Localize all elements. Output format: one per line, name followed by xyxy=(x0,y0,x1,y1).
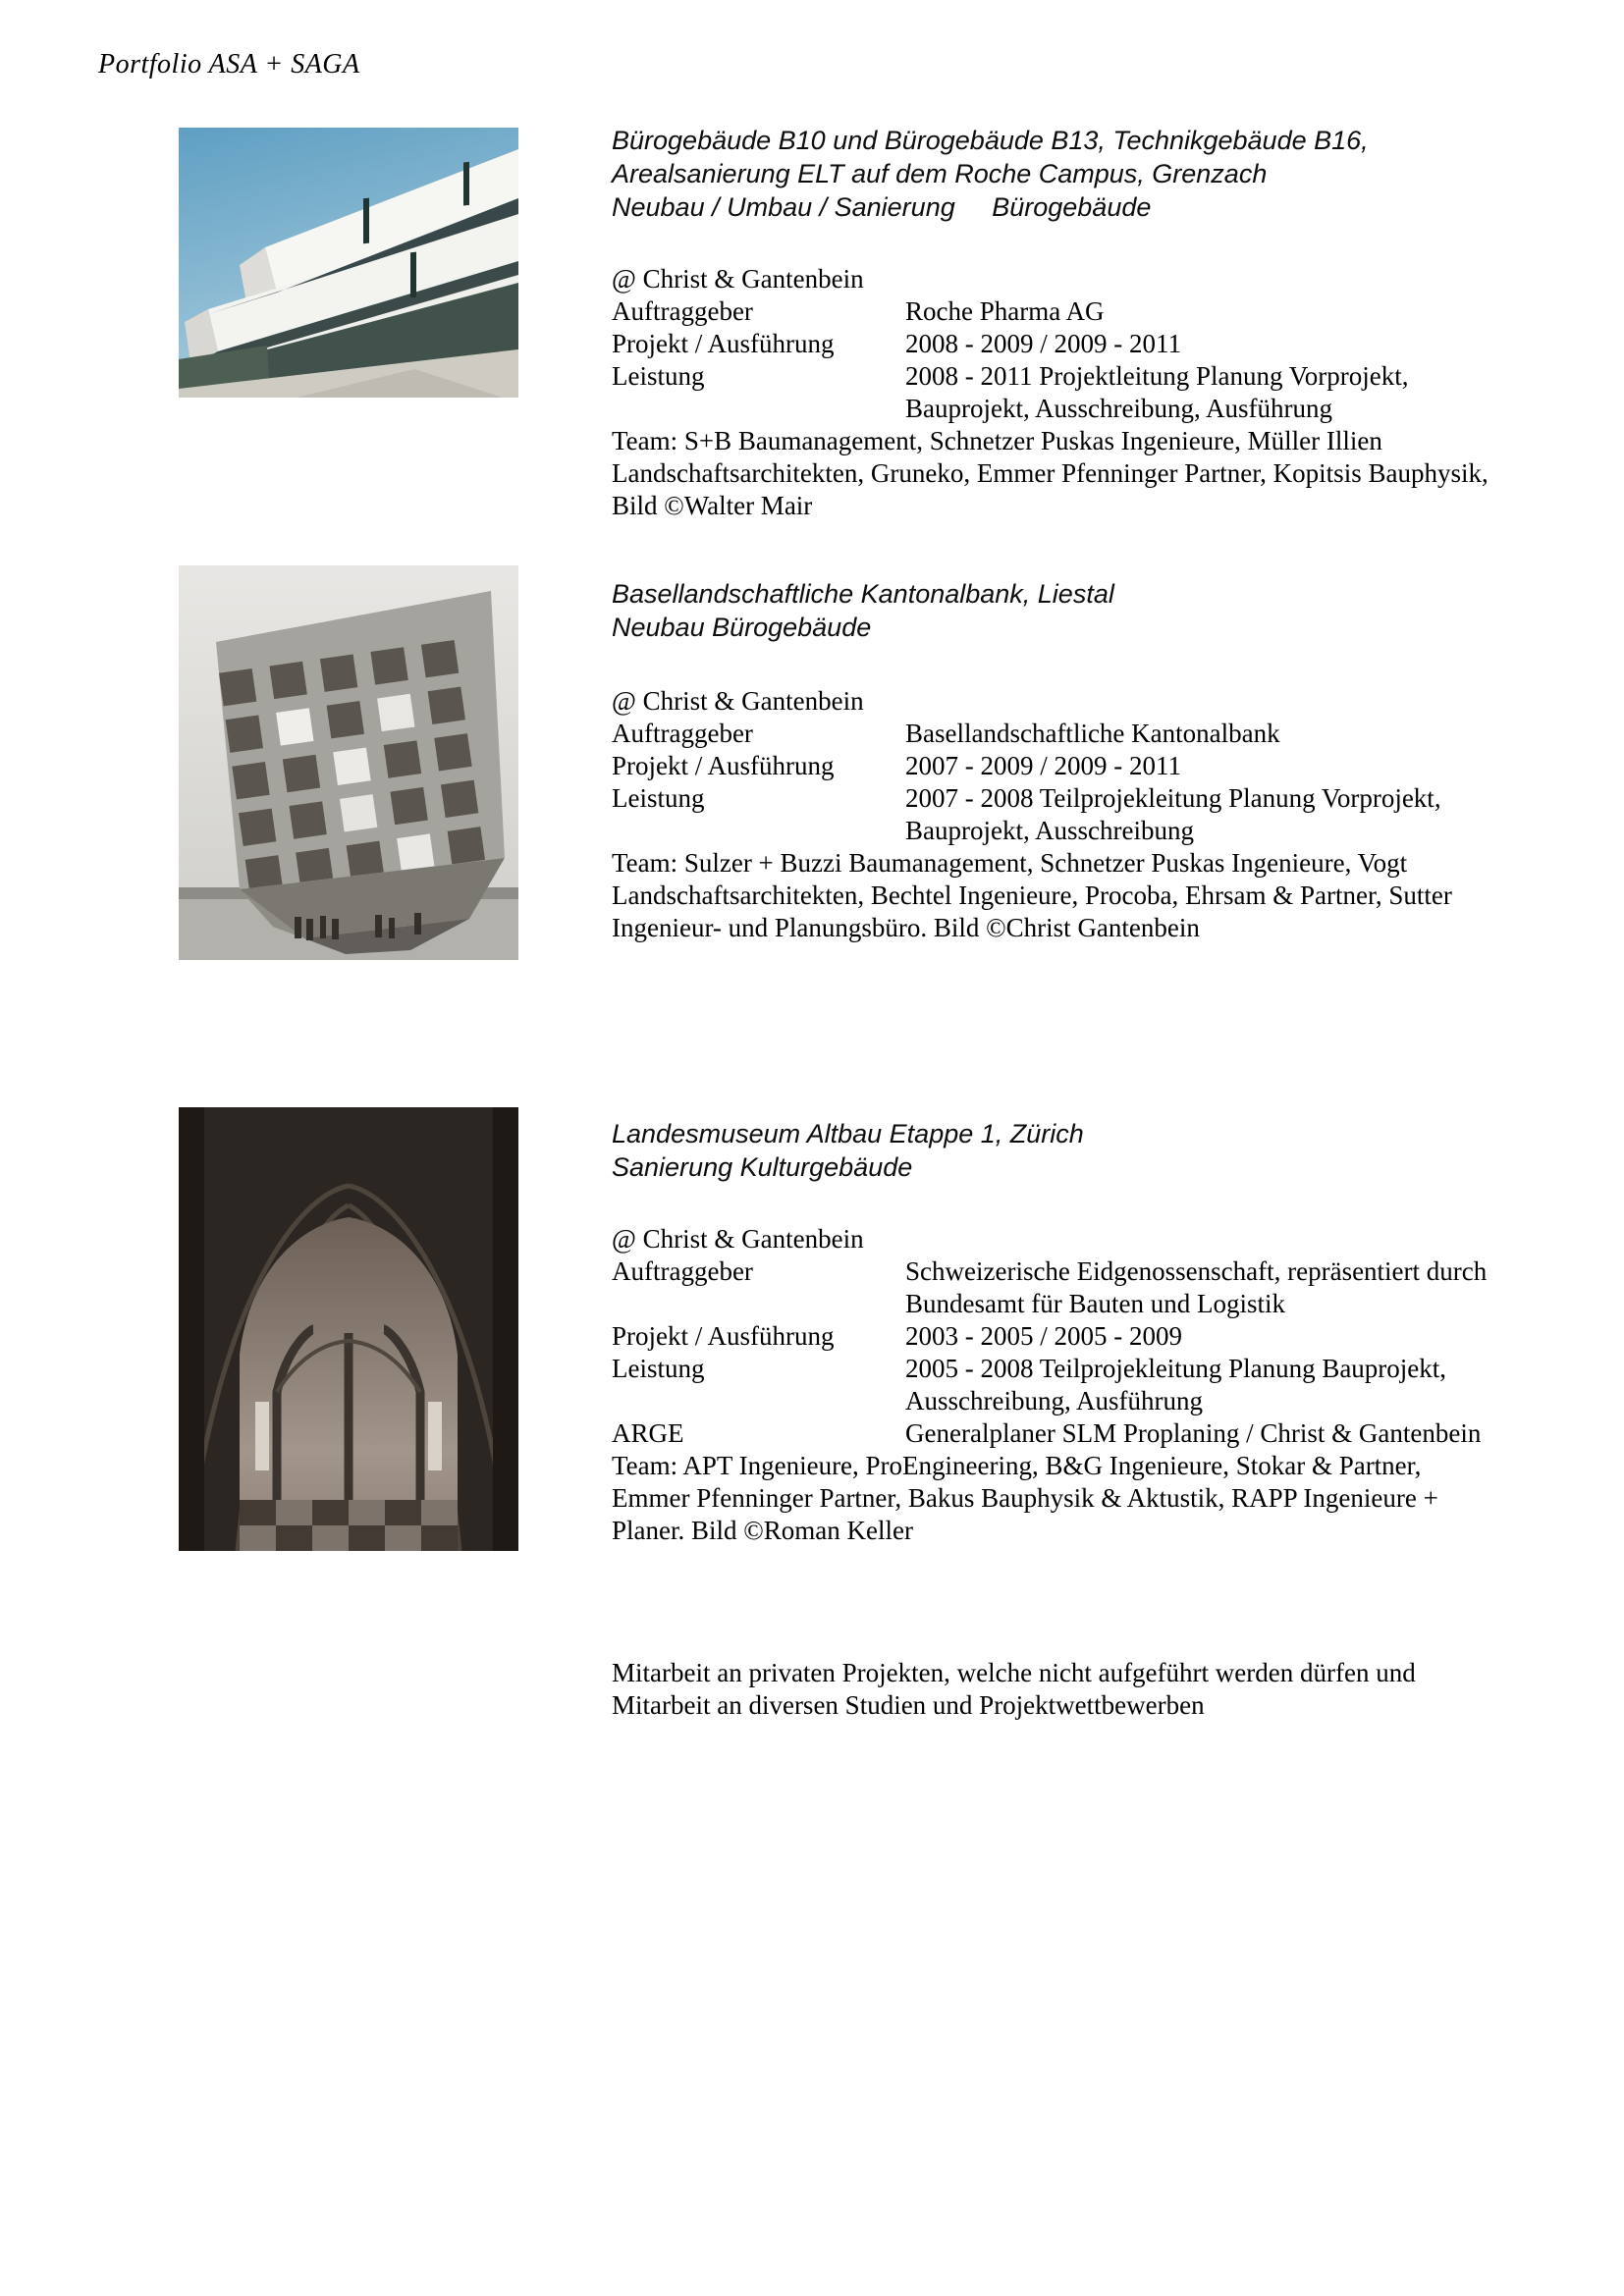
detail-row xyxy=(612,815,1574,847)
detail-value: Generalplaner SLM Proplaning / Christ & Gantenbein xyxy=(905,1418,1482,1448)
detail-label: Projekt / Ausführung xyxy=(612,1321,835,1351)
detail-value: Roche Pharma AG xyxy=(905,296,1105,326)
project-title-line: Bürogebäude B10 und Bürogebäude B13, Technikgebäude B16, xyxy=(612,126,1369,155)
footer-line: Mitarbeit an diversen Studien und Projektwettbewerben xyxy=(612,1690,1205,1720)
project-title-line: Basellandschaftliche Kantonalbank, Liestal xyxy=(612,579,1114,609)
detail-row xyxy=(612,1320,1574,1353)
detail-row xyxy=(612,1288,1574,1320)
project-title-line: Landesmuseum Altbau Etappe 1, Zürich xyxy=(612,1119,1084,1148)
detail-value: 2008 - 2011 Projektleitung Planung Vorprojekt, xyxy=(905,361,1409,391)
office-attribution: @ Christ & Gantenbein xyxy=(612,264,864,294)
detail-row xyxy=(612,295,1574,328)
project-title-line: Arealsanierung ELT auf dem Roche Campus, Grenzach xyxy=(612,159,1268,188)
photo-credit-line: Bild ©Walter Mair xyxy=(612,491,813,520)
detail-label: Auftraggeber xyxy=(612,1256,753,1286)
detail-row xyxy=(612,328,1574,360)
project-2-title xyxy=(612,577,1574,644)
detail-row xyxy=(612,750,1574,782)
detail-value: 2008 - 2009 / 2009 - 2011 xyxy=(905,329,1181,358)
project-1-title xyxy=(612,124,1574,224)
project-3-details xyxy=(612,1223,1574,1547)
detail-row xyxy=(612,1353,1574,1385)
detail-label xyxy=(612,1385,905,1417)
detail-label: Projekt / Ausführung xyxy=(612,751,835,780)
roche-campus-building-photo xyxy=(179,128,518,398)
detail-value: 2005 - 2008 Teilprojekleitung Planung Bauprojekt, xyxy=(905,1354,1447,1383)
detail-label: Leistung xyxy=(612,1354,705,1383)
team-line: Landschaftsarchitekten, Bechtel Ingenieure, Procoba, Ehrsam & Partner, Sutter xyxy=(612,881,1452,910)
detail-row xyxy=(612,360,1574,393)
landesmuseum-interior-photo xyxy=(179,1107,518,1551)
team-line: Team: Sulzer + Buzzi Baumanagement, Schnetzer Puskas Ingenieure, Vogt xyxy=(612,848,1408,878)
kantonalbank-building-photo xyxy=(179,565,518,960)
project-1-details xyxy=(612,263,1574,522)
footer-line: Mitarbeit an privaten Projekten, welche nicht aufgeführt werden dürfen und xyxy=(612,1658,1416,1687)
detail-row xyxy=(612,718,1574,750)
detail-label: ARGE xyxy=(612,1418,684,1448)
detail-label xyxy=(612,393,905,425)
team-line: Team: S+B Baumanagement, Schnetzer Puskas Ingenieure, Müller Illien xyxy=(612,426,1382,455)
detail-row xyxy=(612,1417,1574,1450)
detail-value: Bundesamt für Bauten und Logistik xyxy=(905,1289,1285,1318)
project-3-title xyxy=(612,1117,1574,1184)
team-line: Emmer Pfenninger Partner, Bakus Bauphysik & Aktustik, RAPP Ingenieure + xyxy=(612,1483,1438,1513)
detail-label xyxy=(612,1288,905,1320)
photo-credit-line: Ingenieur- und Planungsbüro. Bild ©Christ Gantenbein xyxy=(612,913,1200,942)
kantonalbank-photo-art xyxy=(179,565,518,960)
photo-credit-line: Planer. Bild ©Roman Keller xyxy=(612,1516,913,1545)
office-attribution: @ Christ & Gantenbein xyxy=(612,686,864,716)
project-title-line: Neubau Bürogebäude xyxy=(612,613,872,642)
landesmuseum-photo-art xyxy=(179,1107,518,1551)
detail-value: 2003 - 2005 / 2005 - 2009 xyxy=(905,1321,1182,1351)
detail-label: Projekt / Ausführung xyxy=(612,329,835,358)
detail-value: Bauprojekt, Ausschreibung, Ausführung xyxy=(905,394,1332,423)
detail-row xyxy=(612,1255,1574,1288)
footer-note xyxy=(612,1657,1416,1722)
detail-value: Schweizerische Eidgenossenschaft, repräsentiert durch xyxy=(905,1256,1488,1286)
detail-label: Leistung xyxy=(612,783,705,813)
detail-value: Basellandschaftliche Kantonalbank xyxy=(905,719,1280,748)
roche-photo-art xyxy=(179,128,518,398)
project-title-line: Neubau / Umbau / Sanierung Bürogebäude xyxy=(612,192,1152,222)
project-2-details xyxy=(612,685,1574,944)
team-line: Landschaftsarchitekten, Gruneko, Emmer Pfenninger Partner, Kopitsis Bauphysik, xyxy=(612,458,1489,488)
detail-label: Leistung xyxy=(612,361,705,391)
team-line: Team: APT Ingenieure, ProEngineering, B&G Ingenieure, Stokar & Partner, xyxy=(612,1451,1422,1480)
detail-value: Bauprojekt, Ausschreibung xyxy=(905,816,1194,845)
detail-row xyxy=(612,782,1574,815)
detail-row xyxy=(612,1385,1574,1417)
detail-value: 2007 - 2008 Teilprojekleitung Planung Vorprojekt, xyxy=(905,783,1441,813)
detail-label xyxy=(612,815,905,847)
detail-label: Auftraggeber xyxy=(612,296,753,326)
detail-row xyxy=(612,393,1574,425)
detail-label: Auftraggeber xyxy=(612,719,753,748)
detail-value: Ausschreibung, Ausführung xyxy=(905,1386,1203,1415)
detail-value: 2007 - 2009 / 2009 - 2011 xyxy=(905,751,1181,780)
office-attribution: @ Christ & Gantenbein xyxy=(612,1224,864,1254)
page-title: Portfolio ASA + SAGA xyxy=(98,49,360,80)
project-title-line: Sanierung Kulturgebäude xyxy=(612,1152,913,1182)
